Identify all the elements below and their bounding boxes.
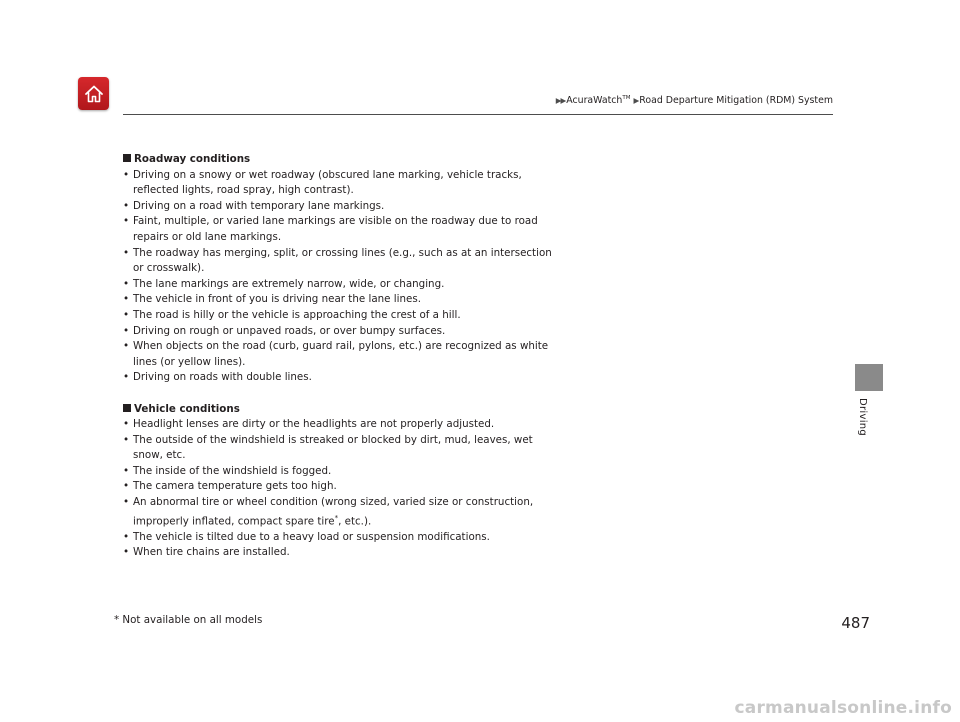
breadcrumb bbox=[556, 95, 833, 106]
list-item: • Driving on a snowy or wet roadway (obscured lane marking, vehicle tracks, reflected lights, road spray, high contrast). bbox=[123, 168, 563, 199]
list-item bbox=[123, 495, 563, 530]
list-item: • The lane markings are extremely narrow, wide, or changing. bbox=[123, 277, 563, 293]
list-item: • When tire chains are installed. bbox=[123, 545, 563, 561]
breadcrumb-item-rdm[interactable]: Road Departure Mitigation (RDM) System bbox=[639, 95, 833, 106]
header-divider bbox=[123, 114, 833, 115]
section bbox=[123, 402, 563, 561]
breadcrumb-arrow-icon: ▶ bbox=[633, 96, 639, 105]
list-item: • Driving on rough or unpaved roads, or over bumpy surfaces. bbox=[123, 324, 563, 340]
footnote: * Not available on all models bbox=[114, 614, 263, 626]
breadcrumb-arrow-icon: ▶▶ bbox=[555, 96, 566, 105]
chapter-tab-label: Driving bbox=[857, 398, 868, 437]
list-item: • The vehicle in front of you is driving near the lane lines. bbox=[123, 292, 563, 308]
section-heading-text: Vehicle conditions bbox=[134, 402, 240, 415]
list-item: • Faint, multiple, or varied lane markings are visible on the roadway due to road repairs or old lane markings. bbox=[123, 214, 563, 245]
bullet-list bbox=[123, 168, 563, 386]
home-button[interactable] bbox=[78, 77, 109, 110]
list-item: • The camera temperature gets too high. bbox=[123, 479, 563, 495]
page-number: 487 bbox=[841, 614, 870, 632]
chapter-tab[interactable] bbox=[855, 364, 883, 391]
section-heading bbox=[123, 402, 563, 418]
square-bullet-icon bbox=[123, 404, 131, 412]
list-item: • When objects on the road (curb, guard rail, pylons, etc.) are recognized as white lines (or yellow lines). bbox=[123, 339, 563, 370]
list-item: • Driving on roads with double lines. bbox=[123, 370, 563, 386]
list-item: • Driving on a road with temporary lane markings. bbox=[123, 199, 563, 215]
breadcrumb-item-acurawatch[interactable]: AcuraWatch™ bbox=[566, 95, 631, 106]
home-icon bbox=[83, 83, 105, 105]
section-heading bbox=[123, 152, 563, 168]
bullet-list bbox=[123, 417, 563, 561]
section bbox=[123, 152, 563, 386]
footnote-marker[interactable]: * bbox=[334, 513, 339, 522]
list-item: • The road is hilly or the vehicle is approaching the crest of a hill. bbox=[123, 308, 563, 324]
list-item: • The inside of the windshield is fogged. bbox=[123, 464, 563, 480]
list-item: • The vehicle is tilted due to a heavy load or suspension modifications. bbox=[123, 530, 563, 546]
square-bullet-icon bbox=[123, 154, 131, 162]
main-content bbox=[123, 152, 563, 561]
list-item-text: , etc.). bbox=[338, 515, 372, 528]
list-item: • The roadway has merging, split, or crossing lines (e.g., such as at an intersection or crosswalk). bbox=[123, 246, 563, 277]
watermark: carmanualsonline.info bbox=[734, 698, 952, 718]
list-item-text: An abnormal tire or wheel condition (wrong sized, varied size or construction, improperly inflated, compact spare tire bbox=[133, 496, 534, 528]
list-item: • Headlight lenses are dirty or the headlights are not properly adjusted. bbox=[123, 417, 563, 433]
section-heading-text: Roadway conditions bbox=[134, 153, 251, 165]
trademark-mark: TM bbox=[622, 95, 631, 101]
list-item: • The outside of the windshield is streaked or blocked by dirt, mud, leaves, wet snow, etc. bbox=[123, 433, 563, 464]
